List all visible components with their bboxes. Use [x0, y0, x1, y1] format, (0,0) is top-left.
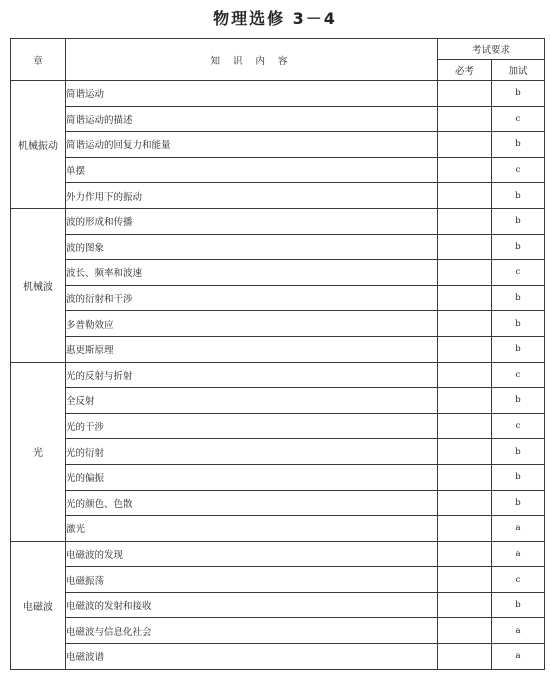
required-cell	[438, 413, 492, 439]
table-row	[11, 439, 545, 465]
table-row	[11, 311, 545, 337]
required-cell	[438, 516, 492, 542]
additional-cell: b	[492, 234, 545, 260]
additional-cell: b	[492, 311, 545, 337]
content-cell: 光的偏振	[66, 464, 438, 490]
additional-cell: b	[492, 439, 545, 465]
content-cell: 惠更斯原理	[66, 336, 438, 362]
required-cell	[438, 618, 492, 644]
required-cell	[438, 311, 492, 337]
table-header	[11, 39, 545, 81]
table-row	[11, 285, 545, 311]
table-row	[11, 132, 545, 158]
content-cell: 光的衍射	[66, 439, 438, 465]
additional-cell: b	[492, 183, 545, 209]
content-cell: 波的图象	[66, 234, 438, 260]
content-cell: 波的衍射和干涉	[66, 285, 438, 311]
required-cell	[438, 567, 492, 593]
table-row	[11, 157, 545, 183]
required-header: 必考	[438, 60, 492, 81]
required-cell	[438, 285, 492, 311]
table-row	[11, 541, 545, 567]
content-cell: 单摆	[66, 157, 438, 183]
table-row	[11, 567, 545, 593]
content-cell: 波的形成和传播	[66, 208, 438, 234]
required-cell	[438, 157, 492, 183]
chapter-cell: 机械波	[11, 208, 66, 362]
required-cell	[438, 439, 492, 465]
chapter-cell: 电磁波	[11, 541, 66, 669]
table-row	[11, 618, 545, 644]
required-cell	[438, 106, 492, 132]
content-cell: 光的颜色、色散	[66, 490, 438, 516]
required-cell	[438, 464, 492, 490]
table-row	[11, 208, 545, 234]
additional-header: 加试	[492, 60, 545, 81]
additional-cell: b	[492, 336, 545, 362]
content-cell: 光的反射与折射	[66, 362, 438, 388]
required-cell	[438, 388, 492, 414]
table-row	[11, 362, 545, 388]
table-row	[11, 644, 545, 670]
additional-cell: c	[492, 413, 545, 439]
content-cell: 波长、频率和波速	[66, 260, 438, 286]
required-cell	[438, 490, 492, 516]
required-cell	[438, 208, 492, 234]
table-row	[11, 81, 545, 107]
required-cell	[438, 260, 492, 286]
content-cell: 全反射	[66, 388, 438, 414]
content-cell: 电磁振荡	[66, 567, 438, 593]
additional-cell: b	[492, 464, 545, 490]
table-row	[11, 234, 545, 260]
table-row	[11, 592, 545, 618]
content-header: 知 识 内 容	[66, 39, 438, 81]
required-cell	[438, 592, 492, 618]
additional-cell: b	[492, 490, 545, 516]
required-cell	[438, 132, 492, 158]
required-cell	[438, 183, 492, 209]
content-cell: 外力作用下的振动	[66, 183, 438, 209]
required-cell	[438, 362, 492, 388]
additional-cell: a	[492, 541, 545, 567]
content-cell: 光的干涉	[66, 413, 438, 439]
required-cell	[438, 541, 492, 567]
table-row	[11, 183, 545, 209]
content-cell: 电磁波谱	[66, 644, 438, 670]
table-row	[11, 413, 545, 439]
additional-cell: c	[492, 567, 545, 593]
table-row	[11, 336, 545, 362]
content-cell: 电磁波的发现	[66, 541, 438, 567]
table-row	[11, 516, 545, 542]
required-cell	[438, 644, 492, 670]
additional-cell: b	[492, 132, 545, 158]
content-cell: 激光	[66, 516, 438, 542]
additional-cell: c	[492, 362, 545, 388]
curriculum-table	[10, 38, 545, 670]
content-cell: 电磁波与信息化社会	[66, 618, 438, 644]
page-title: 物理选修 3－4	[213, 8, 337, 28]
chapter-cell: 机械振动	[11, 81, 66, 209]
additional-cell: b	[492, 208, 545, 234]
content-cell: 简谐运动的回复力和能量	[66, 132, 438, 158]
required-cell	[438, 336, 492, 362]
table-row	[11, 490, 545, 516]
requirement-header: 考试要求	[438, 39, 545, 60]
additional-cell: b	[492, 388, 545, 414]
additional-cell: b	[492, 81, 545, 107]
content-cell: 简谐运动的描述	[66, 106, 438, 132]
additional-cell: c	[492, 157, 545, 183]
table-body	[11, 81, 545, 670]
additional-cell: b	[492, 285, 545, 311]
additional-cell: b	[492, 592, 545, 618]
table-row	[11, 260, 545, 286]
table-row	[11, 464, 545, 490]
chapter-cell: 光	[11, 362, 66, 541]
required-cell	[438, 234, 492, 260]
required-cell	[438, 81, 492, 107]
content-cell: 简谐运动	[66, 81, 438, 107]
table-row	[11, 106, 545, 132]
content-cell: 电磁波的发射和接收	[66, 592, 438, 618]
additional-cell: a	[492, 644, 545, 670]
table-row	[11, 388, 545, 414]
chapter-header: 章	[11, 39, 66, 81]
additional-cell: a	[492, 618, 545, 644]
additional-cell: c	[492, 106, 545, 132]
additional-cell: c	[492, 260, 545, 286]
additional-cell: a	[492, 516, 545, 542]
content-cell: 多普勒效应	[66, 311, 438, 337]
